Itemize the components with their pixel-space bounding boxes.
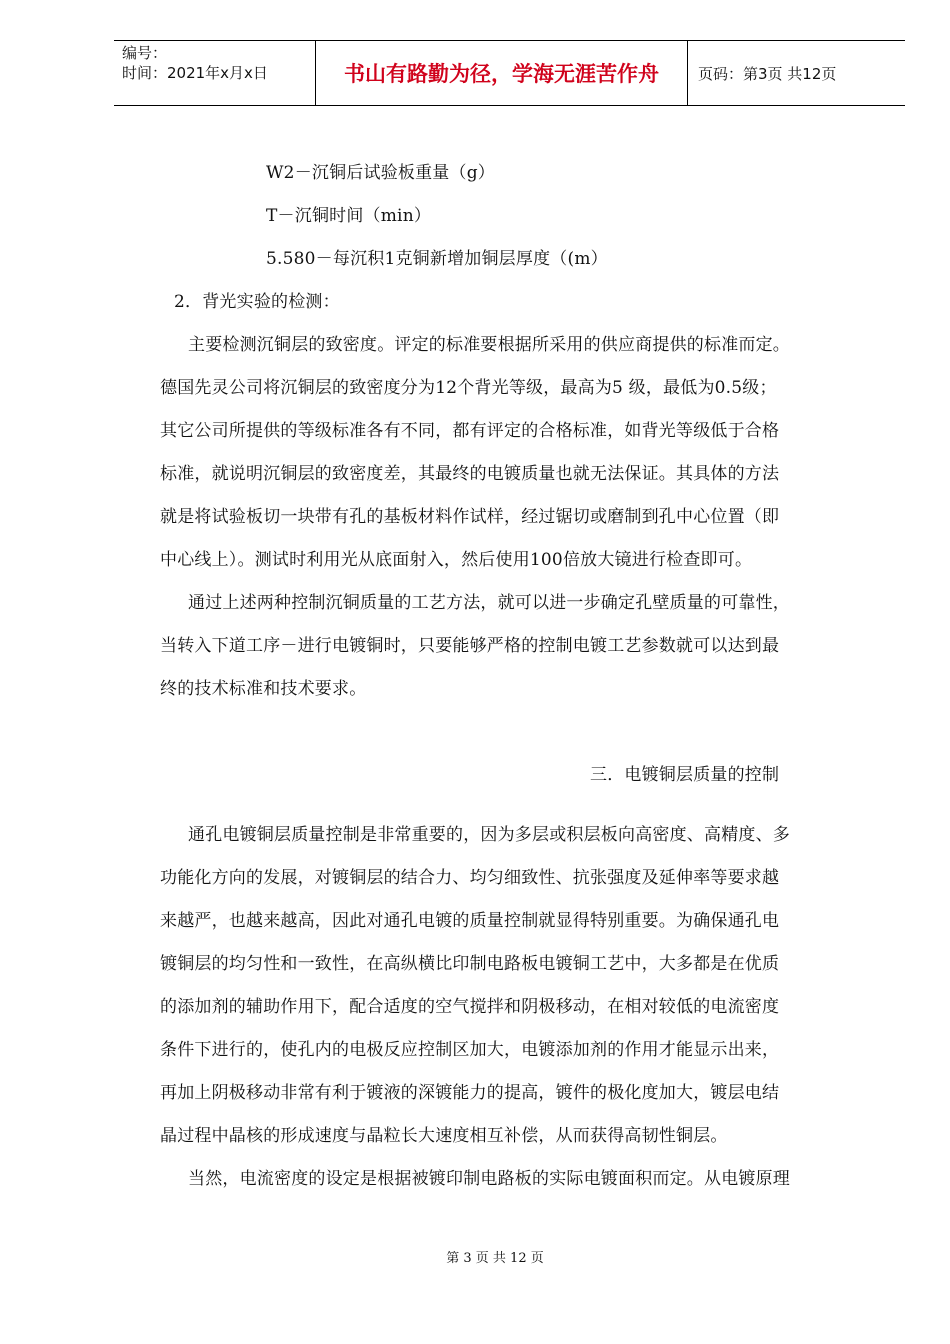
formula-const: 5.580－每沉积1克铜新增加铜层厚度（(m） [266,249,608,269]
header-motto: 书山有路勤为径，学海无涯苦作舟 [316,41,688,105]
page-footer: 第 3 页 共 12 页 [446,1251,544,1266]
paragraph-1-line: 德国先灵公司将沉铜层的致密度分为12个背光等级，最高为5 级，最低为0.5级； [160,378,777,398]
number-label: 编号： [122,44,168,62]
formula-t: T－沉铜时间（min） [266,206,432,226]
paragraph-3-line: 晶过程中晶核的形成速度与晶粒长大速度相互补偿，从而获得高韧性铜层。 [160,1126,728,1146]
paragraph-3-line: 来越严，也越来越高，因此对通孔电镀的质量控制就显得特别重要。为确保通孔电 [160,911,780,931]
paragraph-2-line: 当转入下道工序－进行电镀铜时，只要能够严格的控制电镀工艺参数就可以达到最 [160,636,780,656]
section-2-title: 2．背光实验的检测： [174,292,340,312]
paragraph-4-line: 当然，电流密度的设定是根据被镀印制电路板的实际电镀面积而定。从电镀原理 [188,1169,790,1189]
date-label: 时间：2021年x月x日 [122,64,268,82]
paragraph-3-line: 条件下进行的，使孔内的电极反应控制区加大，电镀添加剂的作用才能显示出来， [160,1040,780,1060]
paragraph-1-line: 就是将试验板切一块带有孔的基板材料作试样，经过锯切或磨制到孔中心位置（即 [160,507,780,527]
header-meta [114,41,316,105]
paragraph-3-line: 通孔电镀铜层质量控制是非常重要的，因为多层或积层板向高密度、高精度、多 [188,825,790,845]
paragraph-2-line: 终的技术标准和技术要求。 [160,679,367,699]
paragraph-3-line: 镀铜层的均匀性和一致性，在高纵横比印制电路板电镀铜工艺中，大多都是在优质 [160,954,780,974]
paragraph-3-line: 的添加剂的辅助作用下，配合适度的空气搅拌和阴极移动，在相对较低的电流密度 [160,997,780,1017]
paragraph-1-line: 其它公司所提供的等级标准各有不同，都有评定的合格标准，如背光等级低于合格 [160,421,780,441]
header-page-number: 页码：第3页 共12页 [698,64,837,83]
paragraph-3-line: 功能化方向的发展，对镀铜层的结合力、均匀细致性、抗张强度及延伸率等要求越 [160,868,780,888]
formula-w2: W2－沉铜后试验板重量（g） [266,163,495,183]
paragraph-1-line: 中心线上）。测试时利用光从底面射入，然后使用100倍放大镜进行检查即可。 [160,550,753,570]
paragraph-2-line: 通过上述两种控制沉铜质量的工艺方法，就可以进一步确定孔壁质量的可靠性， [188,593,790,613]
page-header [114,40,905,106]
section-3-title: 三．电镀铜层质量的控制 [590,765,780,785]
paragraph-3-line: 再加上阴极移动非常有利于镀液的深镀能力的提高，镀件的极化度加大，镀层电结 [160,1083,780,1103]
paragraph-1-line: 主要检测沉铜层的致密度。评定的标准要根据所采用的供应商提供的标准而定。 [188,335,790,355]
paragraph-1-line: 标准，就说明沉铜层的致密度差，其最终的电镀质量也就无法保证。其具体的方法 [160,464,780,484]
